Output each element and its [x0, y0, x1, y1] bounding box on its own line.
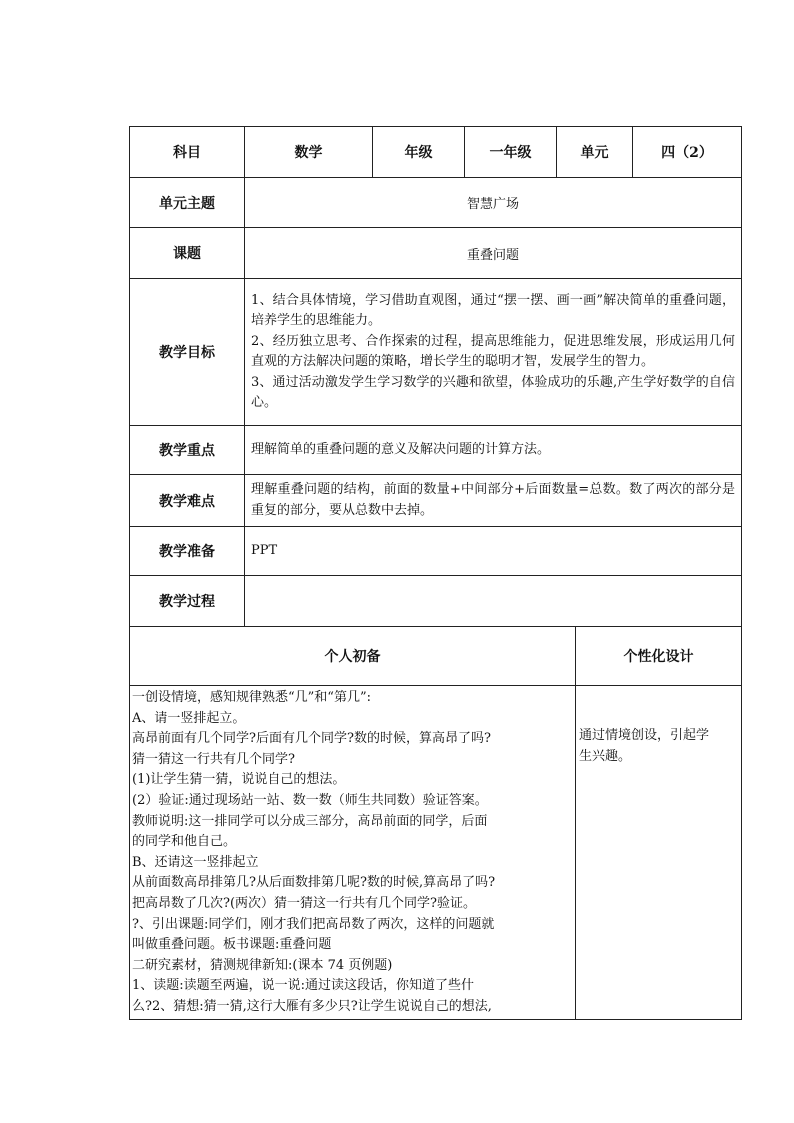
- lesson-title-label: 课题: [130, 228, 245, 279]
- personal-prep-content: [130, 686, 576, 1020]
- process-line: (2）验证:通过现场站一站、数一数（师生共同数）验证答案。: [132, 792, 488, 808]
- lesson-info-table: [129, 126, 742, 627]
- process-line: 猜一猜这一行共有几个同学?: [132, 751, 295, 767]
- difficulty-label: 教学难点: [130, 475, 245, 527]
- process-header-row: [130, 627, 742, 686]
- process-value: [245, 576, 742, 627]
- personal-prep-header: 个人初备: [130, 627, 576, 686]
- process-row: [130, 576, 742, 627]
- process-table: [129, 626, 742, 1020]
- unit-theme-label: 单元主题: [130, 178, 245, 228]
- grade-value: 一年级: [465, 127, 557, 178]
- preparation-row: [130, 527, 742, 576]
- process-line: ?、引出课题:同学们，刚才我们把高昂数了两次，这样的问题就: [132, 916, 495, 932]
- objectives-content: [245, 279, 742, 426]
- process-label: 教学过程: [130, 576, 245, 627]
- objective-item-3: 3、通过活动激发学生学习数学的兴趣和欲望，体验成功的乐趣,产生学好数学的自信心。: [251, 374, 735, 410]
- custom-design-content: [576, 686, 742, 1020]
- key-point-label: 教学重点: [130, 426, 245, 475]
- process-line: 叫做重叠问题。板书课题:重叠问题: [132, 937, 332, 953]
- process-line: 从前面数高昂排第几?从后面数排第几呢?数的时候,算高昂了吗?: [132, 875, 496, 891]
- custom-design-header: 个性化设计: [576, 627, 742, 686]
- objective-item-1: 1、结合具体情境，学习借助直观图，通过“摆一摆、画一画”解决简单的重叠问题，培养学生的思维能力。: [251, 292, 735, 328]
- key-point-row: [130, 426, 742, 475]
- unit-value: 四（2）: [633, 127, 742, 178]
- unit-theme-value: 智慧广场: [245, 178, 742, 228]
- process-line: 1、读题:读题至两遍，说一说:通过读这段话，你知道了些什: [132, 978, 475, 994]
- custom-line: 生兴趣。: [579, 748, 632, 764]
- unit-theme-row: [130, 178, 742, 228]
- preparation-value: PPT: [245, 527, 742, 576]
- objective-item-2: 2、经历独立思考、合作探索的过程，提高思维能力，促进思维发展，形成运用几何直观的方法解决问题的策略，增长学生的聪明才智，发展学生的智力。: [251, 333, 735, 369]
- difficulty-row: [130, 475, 742, 527]
- unit-label: 单元: [557, 127, 633, 178]
- process-line: 教师说明:这一排同学可以分成三部分，高昂前面的同学，后面: [132, 813, 488, 829]
- process-line: 二研究素材，猜测规律新知:(课本 74 页例题): [132, 957, 393, 973]
- process-line: 的同学和他自己。: [132, 834, 237, 850]
- objectives-row: [130, 279, 742, 426]
- lesson-title-value: 重叠问题: [245, 228, 742, 279]
- process-content-row: [130, 686, 742, 1020]
- key-point-value: 理解简单的重叠问题的意义及解决问题的计算方法。: [245, 426, 742, 475]
- custom-line: 通过情境创设，引起学: [579, 728, 710, 743]
- preparation-label: 教学准备: [130, 527, 245, 576]
- process-line: 高昂前面有几个同学?后面有几个同学?数的时候，算高昂了吗?: [132, 731, 491, 747]
- objectives-label: 教学目标: [130, 279, 245, 426]
- process-line: A、请一竖排起立。: [132, 710, 246, 726]
- lesson-title-row: [130, 228, 742, 279]
- subject-value: 数学: [245, 127, 373, 178]
- process-line: B、还请这一竖排起立: [132, 854, 259, 870]
- process-line: 么?2、猜想:猜一猜,这行大雁有多少只?让学生说说自己的想法,: [132, 998, 492, 1014]
- difficulty-value: 理解重叠问题的结构，前面的数量+中间部分+后面数量=总数。数了两次的部分是重复的部分，要从总数中去掉。: [245, 475, 742, 527]
- subject-label: 科目: [130, 127, 245, 178]
- process-line: 一创设情境，感知规律熟悉“几”和“第几”:: [132, 690, 371, 705]
- process-line: (1)让学生猜一猜，说说自己的想法。: [132, 772, 346, 788]
- process-line: 把高昂数了几次?(两次）猜一猜这一行共有几个同学?验证。: [132, 895, 477, 911]
- grade-label: 年级: [373, 127, 465, 178]
- header-row: [130, 127, 742, 178]
